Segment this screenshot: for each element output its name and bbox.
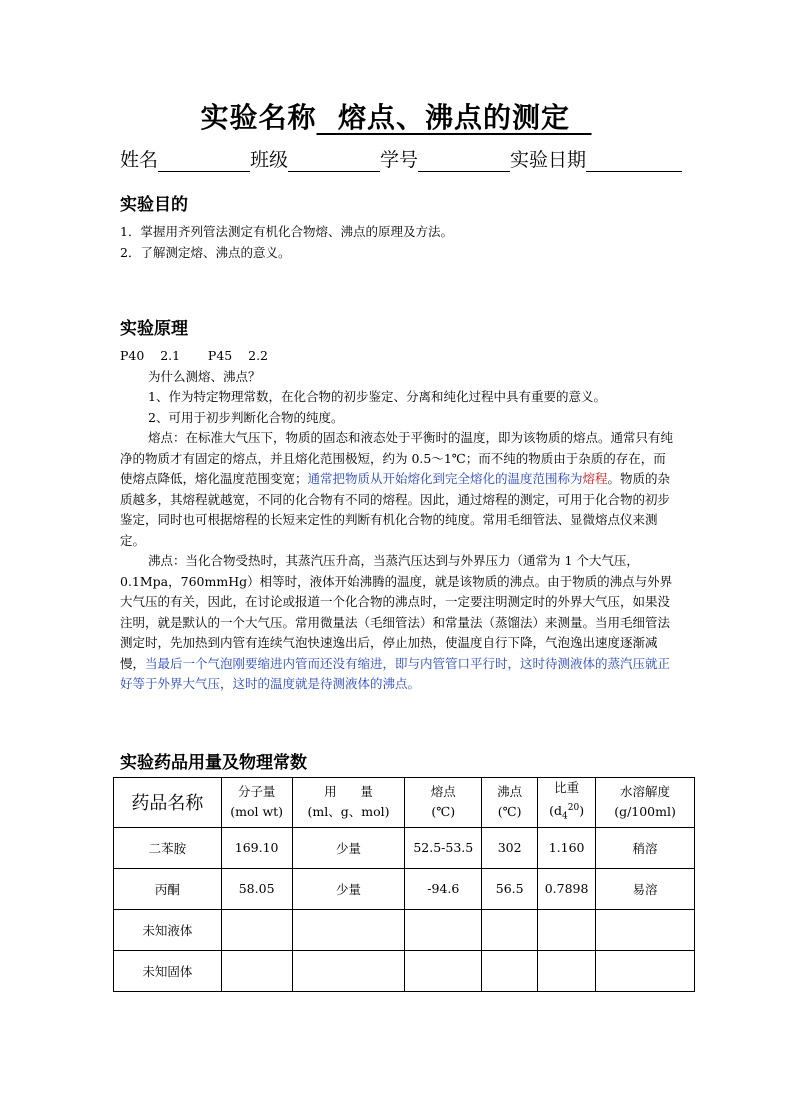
cell-name: 未知液体 [114,909,222,950]
principle-heading: 实验原理 [120,319,188,339]
cell-mp[interactable] [405,909,482,950]
cell-solubility[interactable] [596,950,695,991]
cell-bp[interactable] [482,909,538,950]
cell-bp: 302 [482,827,538,868]
mp-definition-text: 通常把物质从开始熔化到完全熔化的温度范围称为 [307,471,583,486]
table-row [114,868,695,909]
table-row [114,827,695,868]
question-line: 为什么测熔、沸点？ [148,368,261,384]
date-field[interactable] [586,151,682,172]
name-field[interactable] [158,151,250,172]
cell-name: 丙酮 [114,868,222,909]
cell-bp[interactable] [482,950,538,991]
mp-text-rest: 。物质的杂质越多，其熔程就越宽，不同的化合物有不同的熔程。因此，通过熔程的测定，可用于化合物的初步鉴定，同时也可根据熔程的长短来定性的判断有机化合物的纯度。常用毛细管法、显微熔点仪来测定。 [120,471,671,548]
cell-mw: 58.05 [221,868,292,909]
purpose-item: 2．了解测定熔、沸点的意义。 [120,244,291,260]
col-header-name: 药品名称 [114,778,222,828]
cell-mp: -94.6 [405,868,482,909]
principle-point-1: 1、作为特定物理常数，在化合物的初步鉴定、分离和纯化过程中具有重要的意义。 [148,389,606,404]
cell-solubility[interactable] [596,909,695,950]
cell-sg: 1.160 [538,827,596,868]
col-header-amount: 用 量 (ml、g、mol) [292,778,405,828]
purpose-item: 1．掌握用齐列管法测定有机化合物熔、沸点的原理及方法。 [120,224,453,239]
boiling-point-paragraph [120,551,676,695]
purpose-heading: 实验目的 [120,195,188,215]
cell-name: 二苯胺 [114,827,222,868]
cell-sg: 0.7898 [538,868,596,909]
class-label: 班级 [250,149,289,171]
mp-text: 熔点：在标准大气压下，物质的固态和液态处于平衡时的温度，即为该物质的熔点。通常只有纯净的物质才有固定的熔点，并且熔化范围极短，约为 0.5～1℃；而不纯的物质由于杂质的存在，而使熔点降低，熔化温度范围变宽； [120,430,674,486]
reagents-heading: 实验药品用量及物理常数 [120,753,307,773]
col-header-sg: 比重 $(d_4^{20})$ [538,778,596,828]
table-header-row [114,778,695,828]
cell-mp: 52.5-53.5 [405,827,482,868]
title-prefix: 实验名称 [200,101,317,134]
cell-bp: 56.5 [482,868,538,909]
bp-definition-text: 当最后一个气泡刚要缩进内管而还没有缩进，即与内管管口平行时，这时待测液体的蒸汽压就正好等于外界大气压，这时的温度就是待测液体的沸点。 [120,655,671,691]
cell-amount[interactable] [292,950,405,991]
experiment-title [0,96,792,136]
principle-body [120,346,676,695]
experiment-name: 熔点、沸点的测定 [316,101,592,134]
cell-solubility: 稍溶 [596,827,695,868]
purpose-list [120,222,676,263]
reagents-table [113,777,695,992]
col-header-mp: 熔点 (℃) [405,778,482,828]
cell-mw: 169.10 [221,827,292,868]
id-label: 学号 [380,149,419,171]
cell-mw[interactable] [221,950,292,991]
cell-amount: 少量 [292,827,405,868]
cell-mp[interactable] [405,950,482,991]
col-header-bp: 沸点 (℃) [482,778,538,828]
melting-point-paragraph [120,428,676,551]
table-row [114,950,695,991]
mp-keyword: 熔程 [582,471,608,486]
page-references: P40 2.1 P45 2.2 [120,348,268,363]
student-id-field[interactable] [418,151,510,172]
principle-point-2: 2、可用于初步判断化合物的纯度。 [148,409,344,425]
cell-mw[interactable] [221,909,292,950]
cell-solubility: 易溶 [596,868,695,909]
date-label: 实验日期 [510,149,587,171]
cell-name: 未知固体 [114,950,222,991]
col-header-mw: 分子量 (mol wt) [221,778,292,828]
col-header-solubility: 水溶解度 (g/100ml) [596,778,695,828]
bp-text: 沸点：当化合物受热时，其蒸汽压升高，当蒸汽压达到与外界压力（通常为 1 个大气压，0.1Mpa，760mmHg）相等时，液体开始沸腾的温度，就是该物质的沸点。由于物质的沸点与外界大气压的有关，因此，在讨论或报道一个化合物的沸点时，一定要注明测定时的外界大气压，如果没注明，就是默认的一个大气压。常用微量法（毛细管法）和常量法（蒸馏法）来测量。当用毛细管法测定时，先加热到内管有连续气泡快速逸出后，停止加热，使温度自行下降，气泡逸出速度逐渐减慢， [120,553,673,671]
student-info-line [120,145,690,172]
cell-sg[interactable] [538,950,596,991]
cell-sg[interactable] [538,909,596,950]
cell-amount[interactable] [292,909,405,950]
cell-amount: 少量 [292,868,405,909]
class-field[interactable] [288,151,380,172]
name-label: 姓名 [120,149,159,171]
table-row [114,909,695,950]
